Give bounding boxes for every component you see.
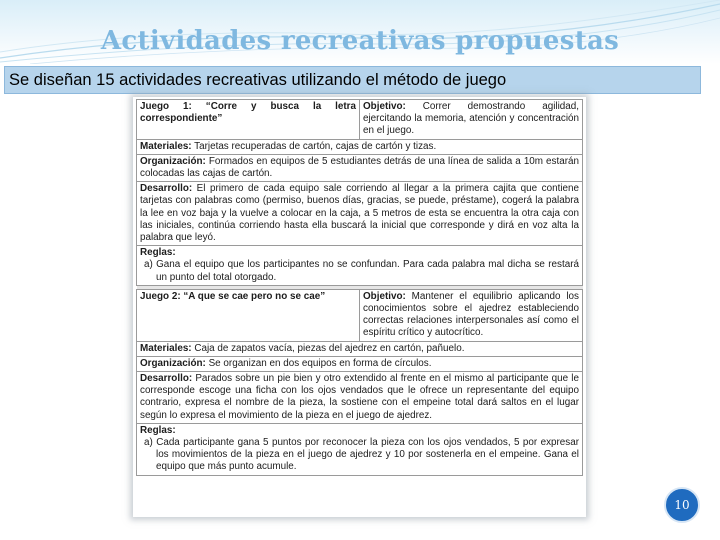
game-2-development: Parados sobre un pie bien y otro extendido al frente en el mismo al participante que le corresponde escoge una ficha con los ojos vendados que le ofrece un representante del equipo contrario, expresa el nombre de la pieza, la sostiene con el empeine total dará saltos en el lugar según lo expresa el movimiento de la pieza en el juego de ajedrez.	[140, 373, 579, 421]
materials-label: Materiales:	[140, 342, 192, 354]
game-1-name: Juego 1: “Corre y busca la letra correspondiente”	[137, 100, 360, 140]
game-2-objective: Mantener el equilibrio aplicando los conocimientos sobre el ajedrez estableciendo correctas relaciones interpersonales así como el espíritu crítico y autocrítico.	[363, 290, 579, 339]
game-1-objective-cell	[360, 100, 583, 140]
game-2-name: Juego 2: “A que se cae pero no se cae”	[137, 289, 360, 341]
game-1-organization-row	[137, 154, 583, 181]
game-1-rules-row	[137, 246, 583, 286]
game-1-rule-a: a) Gana el equipo que los participantes no se confundan. Para cada palabra mal dicha se restará un punto del total otorgado.	[144, 259, 579, 283]
organization-label: Organización:	[140, 155, 206, 167]
game-2-organization: Se organizan en dos equipos en forma de círculos.	[208, 357, 432, 369]
game-2-development-row	[137, 372, 583, 424]
game-2-materials: Caja de zapatos vacía, piezas del ajedrez en cartón, pañuelo.	[194, 342, 465, 354]
development-label: Desarrollo:	[140, 183, 193, 195]
subtitle-bar: Se diseñan 15 actividades recreativas utilizando el método de juego	[4, 66, 701, 94]
game-2-objective-cell	[360, 289, 583, 341]
materials-label: Materiales:	[140, 140, 192, 152]
slide-title: Actividades recreativas propuestas	[100, 26, 620, 56]
game-1-organization: Formados en equipos de 5 estudiantes detrás de una línea de salida a 10m estarán colocadas las cajas de cartón.	[140, 155, 579, 180]
game-2-rules-row	[137, 423, 583, 475]
game-2-header-row	[137, 289, 583, 341]
game-1-materials: Tarjetas recuperadas de cartón, cajas de cartón y tizas.	[194, 140, 437, 152]
development-label: Desarrollo:	[140, 373, 193, 385]
game-1-objective: Correr demostrando agilidad, ejercitando la memoria, atención y concentración en el juego.	[363, 101, 579, 137]
game-1-materials-row	[137, 139, 583, 154]
rules-label: Reglas:	[140, 424, 176, 436]
organization-label: Organización:	[140, 357, 206, 369]
objective-label: Objetivo:	[363, 101, 406, 112]
game-2-rule-a: a) Cada participante gana 5 puntos por reconocer la pieza con los ojos vendados, 5 por expresar los movimientos de la pieza en el juego de ajedrez y 10 por sostenerla en el empeine. Gana el equipo que más punto acumule.	[144, 437, 579, 473]
game-2-materials-row	[137, 341, 583, 356]
game-1-header-row	[137, 100, 583, 140]
page-number-badge: 10	[664, 487, 700, 523]
game-1-development-row	[137, 182, 583, 246]
game-1-development: El primero de cada equipo sale corriendo al llegar a la primera cajita que contiene tarjetas con palabras como (permiso, buenos días, gracias, se puede, préstame), cogerá la palabra la lee en voz baja y la vuelve a colocar en la caja, a 5 metros de esta se encuentra la otra caja con las iniciales, continúa corriendo hasta ella buscará la inicial que corresponde y dirá en voz alta la palabra que leyó.	[140, 183, 579, 244]
activities-table	[136, 99, 583, 476]
activities-document	[133, 97, 586, 517]
game-2-organization-row	[137, 356, 583, 371]
rules-label: Reglas:	[140, 247, 176, 259]
objective-label: Objetivo:	[363, 290, 406, 302]
